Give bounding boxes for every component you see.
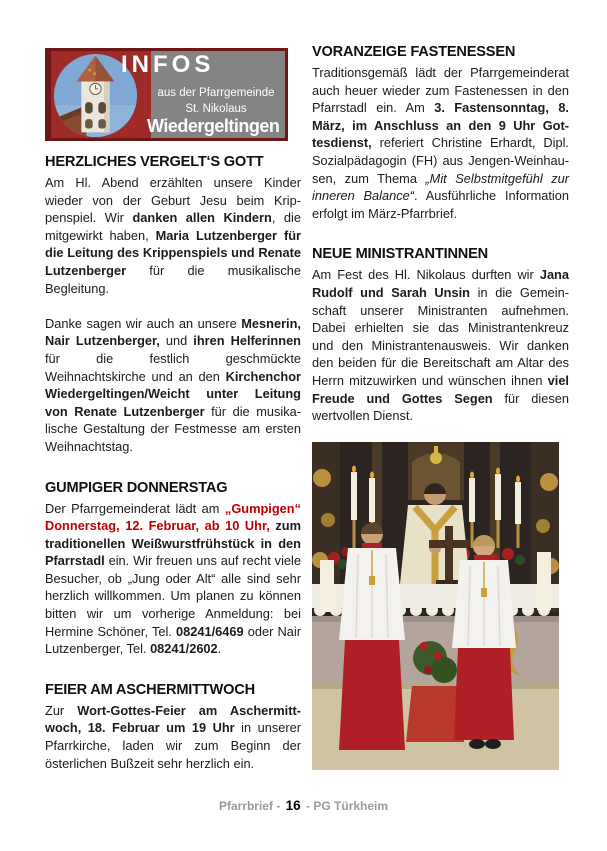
article-paragraph: Danke sagen wir auch an unsere Mesnerin, Nair Lutzenberger, und ihren Helferinnen für die festlich geschmückte Weihnachtskirche und an den Kirchenchor Wiedergeltingen/Weicht unter Leitung von Renate Lutzenberger für die musikalische Gestaltung der Festmesse am ersten Weihnachtstag. [45, 315, 301, 454]
article-heading: VORANZEIGE FASTENESSEN [312, 44, 516, 60]
banner-town-name: Wiedergeltingen [147, 116, 280, 136]
article-neue-ministrantinnen [312, 246, 569, 770]
right-column [312, 44, 569, 770]
article-heading: GUMPIGER DONNERSTAG [45, 479, 228, 496]
article-heading: NEUE MINISTRANTINNEN [312, 246, 488, 263]
altar-servers-photo [312, 442, 559, 770]
article-gumpiger-donnerstag [45, 480, 301, 658]
page-number: 16 [285, 798, 301, 813]
article-heading: FEIER AM ASCHERMITTWOCH [45, 681, 255, 698]
article-paragraph: Der Pfarrgemeinderat lädt am „Gumpigen“ Donnerstag, 12. Februar, ab 10 Uhr, zum traditionellen Weißwurstfrühstück in den Pfarrstadl ein. Wir freuen uns auf recht viele Besucher, ob „Jung oder Alt“ alle sind sehr herzlich willkommen. Um planen zu können bitten wir um vorherige Anmeldung: bei Hermine Schöner, Tel. 08241/6469 oder Nair Lutzenberger, Tel. 08241/2602. [45, 500, 302, 657]
footer-label-left: Pfarrbrief - [218, 799, 281, 813]
banner-subtitle-2: St. Nikolaus [185, 103, 247, 115]
page-footer [0, 798, 607, 813]
article-heading: HERZLICHES VERGELT‘S GOTT [45, 154, 264, 170]
article-paragraph: Am Fest des Hl. Nikolaus durften wir Jana Rudolf und Sarah Unsin in die Gemeinschaft unserer Ministranten aufnehmen. Dabei erhielten sie das Ministrantenkreuz und den Ministrantenausweis. Wir danken den beiden für die Bereitschaft am Altar des Herrn mitzuwirken und wünschen ihnen viel Freude und Gottes Segen für diesen wertvollen Dienst. [312, 267, 569, 424]
article-feier-am-aschermittwoch [45, 682, 301, 772]
article-voranzeige-fastenessen [312, 44, 569, 222]
banner-subtitle-1: aus der Pfarrgemeinde [157, 87, 275, 99]
banner-title: INFOS [121, 51, 215, 78]
parish-info-banner [45, 48, 288, 141]
article-herzliches-vergelts-gott [45, 154, 301, 456]
footer-label-right: - PG Türkheim [306, 799, 389, 813]
left-column [45, 48, 301, 790]
article-paragraph: Traditionsgemäß lädt der Pfarrgemeinderat auch heuer wieder zum Fastenessen in den Pfarrstadl ein. Am 3. Fastensonntag, 8. März, im Anschluss an den 9 Uhr Gottesdienst, referiert Christine Erhardt, Dipl. Sozialpädagogin (FH) aus Jengen-Weinhausen, zum Thema „Mit Selbstmitgefühl zur inneren Balance“. Ausführliche Information erfolgt im März-Pfarrbrief. [312, 65, 569, 221]
article-paragraph: Zur Wort-Gottes-Feier am Aschermittwoch, 18. Februar um 19 Uhr in unserer Pfarrkirche, laden wir zum Beginn der österlichen Bußzeit sehr herzlich ein. [45, 702, 301, 771]
article-paragraph: Am Hl. Abend erzählten unsere Kinder wieder von der Geburt Jesu beim Krippenspiel. Wir danken allen Kindern, die mitgewirkt haben, Maria Lutzenberger für die Leitung des Krippenspiels und Renate Lutzenberger für die musikalische Begleitung. [45, 175, 301, 296]
